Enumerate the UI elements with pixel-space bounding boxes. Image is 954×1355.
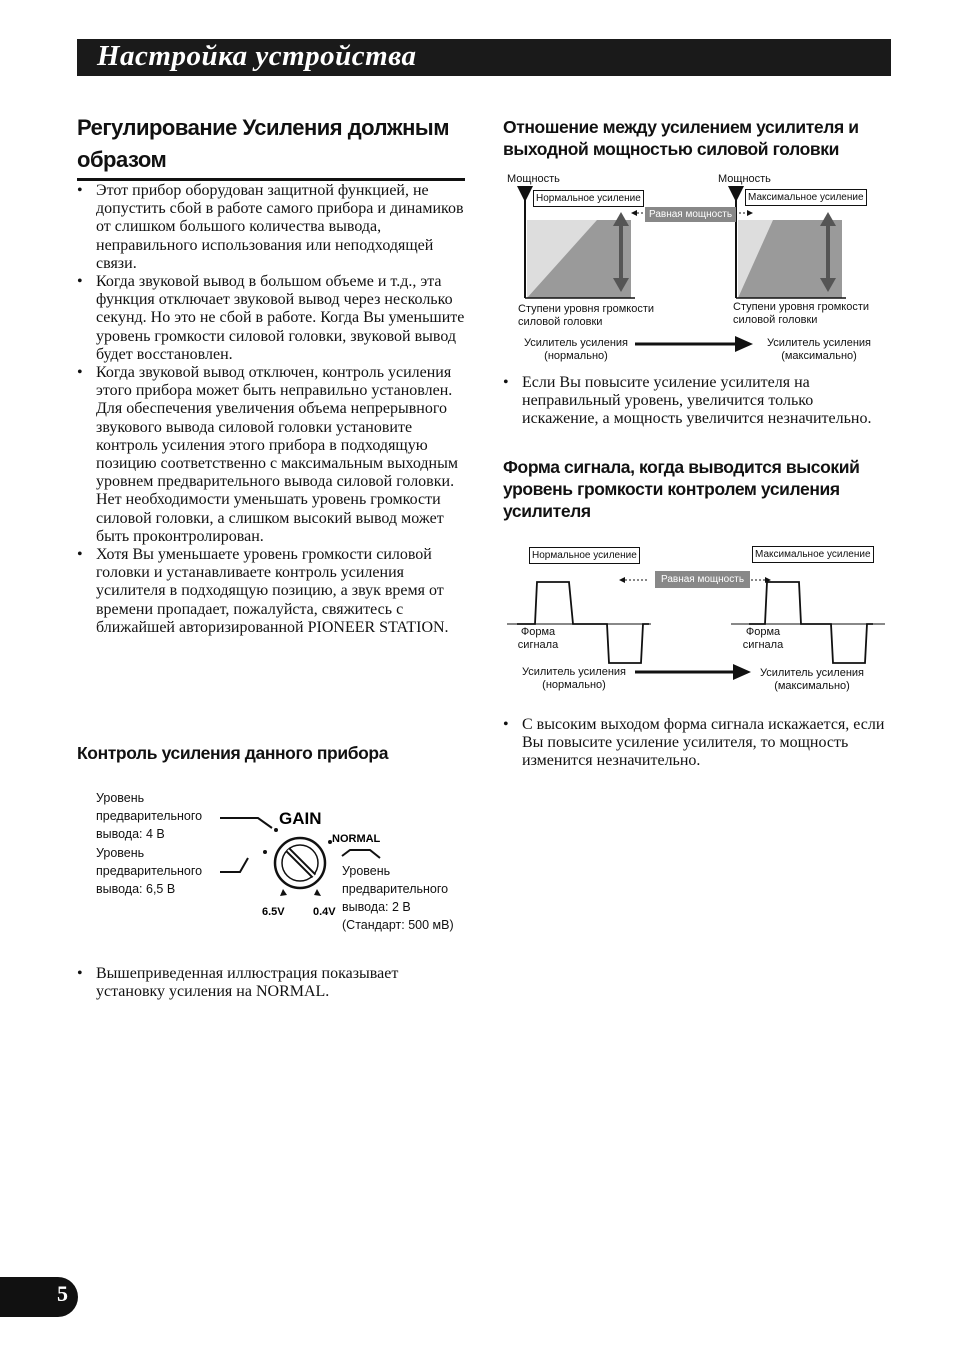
wave-box-equal-power: Равная мощность [655, 571, 750, 588]
waveform-label-left: Форма сигнала [517, 626, 559, 651]
arrow-2v [342, 850, 380, 858]
list-item: • Если Вы повысите усиление усилителя на неправильный уровень, увеличится только искажение, а мощность увеличится незначительно. [503, 374, 893, 429]
page-number: 5 [57, 1281, 68, 1306]
gain-title: GAIN [279, 809, 322, 828]
list-item: • С высоким выходом форма сигнала искажается, если Вы повысите усиление усилителя, то мощность изменится незначительно. [503, 716, 893, 771]
wave-amp-normal-label: Усилитель усиления (нормально) [521, 666, 627, 691]
steps-label-left: Ступени уровня громкости силовой головки [518, 303, 655, 328]
mark-04v: 0.4V [313, 906, 336, 918]
label-2v: Уровень предварительного вывода: 2 В (Стандарт: 500 мВ) [342, 864, 454, 932]
power-label-left: Мощность [507, 173, 560, 185]
heading-gain-adjust: Регулирование Усиления должным образом [77, 115, 449, 172]
heading-gain-control: Контроль усиления данного прибора [77, 743, 389, 763]
list-item: • Когда звуковой вывод отключен, контроль усиления этого прибора может быть неправильно установлен. Для обеспечения увеличения объема непрерывного звукового вывода силовой головки установите контроль усиления этого прибора в подходящую позицию соответственно с максимальным выходным уровнем предварительного вывода силовой головки. Нет необходимости уменьшать уровень громкости силовой головки, а слишком высокий вывод может быть проконтролирован. [77, 364, 465, 546]
label-65v: Уровень предварительного вывода: 6,5 В [96, 846, 203, 896]
label-4v: Уровень предварительного вывода: 4 В [96, 791, 203, 841]
heading-gain-power: Отношение между усилением усилителя и выходной мощностью силовой головки [503, 117, 859, 159]
gain-note-list [77, 965, 465, 1001]
arrow-4v [220, 818, 272, 828]
left-bullet-list [77, 182, 465, 637]
power-label-right: Мощность [718, 173, 771, 185]
amp-max-label: Усилитель усиления (максимально) [766, 337, 872, 362]
arrow-65v [220, 858, 248, 872]
heading-rule [77, 178, 465, 181]
wave-box-normal-gain: Нормальное усиление [529, 547, 640, 564]
section-banner [77, 39, 891, 76]
list-item: • Вышеприведенная иллюстрация показывает установку усиления на NORMAL. [77, 965, 465, 1001]
box-max-gain: Максимальное усиление [745, 189, 867, 206]
heading-waveform: Форма сигнала, когда выводится высокий уровень громкости контролем усиления усилителя [503, 457, 860, 521]
right-bullet-2 [503, 716, 893, 771]
normal-mark: NORMAL [332, 833, 381, 845]
list-item: • Когда звуковой вывод в большом объеме и т.д., эта функция отключает звуковой вывод через несколько секунд. Но это не сбой в работе. Когда Вы уменьшите уровень громкости силовой головки, звуковой вывод будет восстановлен. [77, 273, 465, 364]
list-item: • Хотя Вы уменьшаете уровень громкости силовой головки и устанавливаете контроль усиления усилителя в подходящую позицию, а звук время от времени пропадает, пожалуйста, свяжитесь с ближайшей авторизированной PIONEER STATION. [77, 546, 465, 637]
page-number-tab [0, 1277, 78, 1317]
list-item: • Этот прибор оборудован защитной функцией, не допустить сбой в работе самого прибора и динамиков от слишком большого количества вывода, неправильного использования или неподходящей связи. [77, 182, 465, 273]
box-equal-power: Равная мощность [645, 207, 736, 222]
right-bullet-1 [503, 374, 893, 429]
amp-normal-label: Усилитель усиления (нормально) [523, 337, 629, 362]
gain-knob-diagram [210, 800, 390, 925]
waveform-label-right: Форма сигнала [742, 626, 784, 651]
steps-label-right: Ступени уровня громкости силовой головки [733, 301, 870, 326]
wave-amp-max-label: Усилитель усиления (максимально) [759, 667, 865, 692]
wave-box-max-gain: Максимальное усиление [752, 546, 874, 563]
mark-65v: 6.5V [262, 906, 285, 918]
box-normal-gain: Нормальное усиление [533, 190, 644, 207]
section-title: Настройка устройства [97, 40, 417, 72]
